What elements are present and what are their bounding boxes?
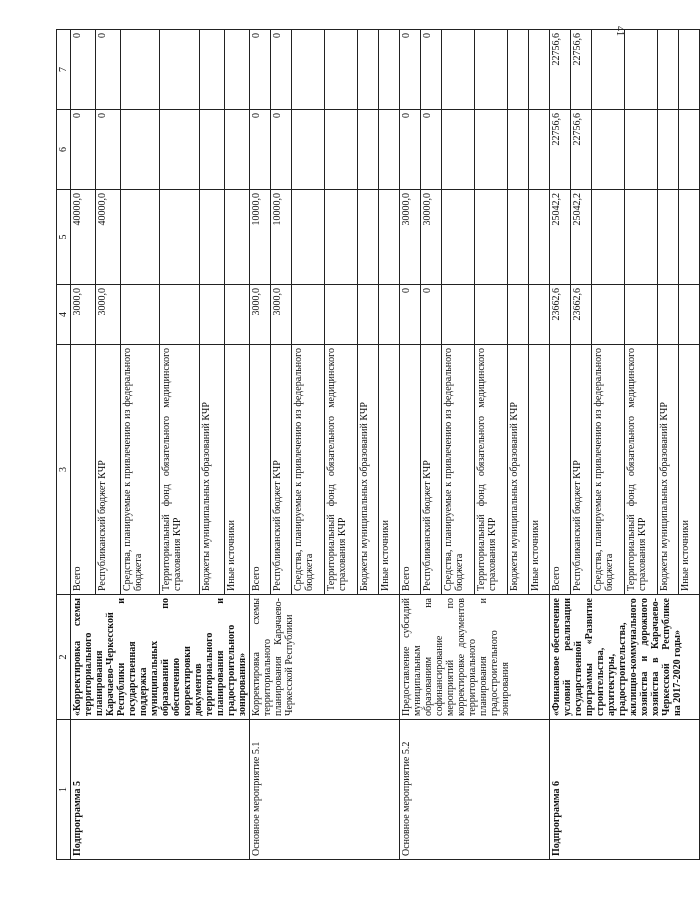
value-cell: 0 — [71, 110, 96, 190]
value-cell — [592, 190, 625, 285]
value-cell — [224, 190, 249, 285]
column-header: 5 — [57, 190, 71, 285]
value-cell: 0 — [421, 30, 442, 110]
funding-source: Всего — [400, 345, 421, 595]
value-cell — [199, 285, 224, 345]
block-description: Корректировка схемы территориального планирования Карачаево-Черкесской Республики — [250, 595, 400, 720]
funding-source: Всего — [550, 345, 571, 595]
column-header: 2 — [57, 595, 71, 720]
value-cell — [679, 190, 700, 285]
value-cell — [442, 110, 475, 190]
value-cell — [658, 110, 679, 190]
budget-table — [56, 29, 700, 860]
value-cell — [508, 30, 529, 110]
funding-source: Средства, планируемые к привлечению из федерального бюджета — [292, 345, 325, 595]
funding-source: Территориальный фонд обязательного медицинского страхования КЧР — [160, 345, 199, 595]
value-cell — [292, 190, 325, 285]
value-cell: 25042,2 — [571, 190, 592, 285]
value-cell — [358, 30, 379, 110]
value-cell — [358, 285, 379, 345]
value-cell: 0 — [421, 285, 442, 345]
table-row — [250, 30, 271, 860]
value-cell — [679, 285, 700, 345]
value-cell: 0 — [250, 110, 271, 190]
value-cell: 23662,6 — [550, 285, 571, 345]
value-cell: 3000,0 — [250, 285, 271, 345]
value-cell — [475, 110, 508, 190]
value-cell — [199, 30, 224, 110]
value-cell — [625, 190, 658, 285]
value-cell: 3000,0 — [71, 285, 96, 345]
table-row — [400, 30, 421, 860]
value-cell: 30000,0 — [400, 190, 421, 285]
column-header: 4 — [57, 285, 71, 345]
value-cell — [475, 30, 508, 110]
value-cell: 0 — [250, 30, 271, 110]
column-header: 7 — [57, 30, 71, 110]
value-cell: 3000,0 — [271, 285, 292, 345]
value-cell: 22756,6 — [550, 110, 571, 190]
block-description: «Корректировка схемы территориального планирования Карачаево-Черкесской Республики и государственная поддержка муниципальных образований по обеспечению корректировки документов территориального планирования и градостроительного зонирования» — [71, 595, 250, 720]
value-cell: 22756,6 — [550, 30, 571, 110]
value-cell — [592, 30, 625, 110]
funding-source: Бюджеты муниципальных образований КЧР — [358, 345, 379, 595]
value-cell — [121, 285, 160, 345]
value-cell — [224, 285, 249, 345]
funding-source: Средства, планируемые к привлечению из федерального бюджета — [121, 345, 160, 595]
value-cell — [679, 110, 700, 190]
funding-source: Территориальный фонд обязательного медицинского страхования КЧР — [325, 345, 358, 595]
funding-source: Республиканский бюджет КЧР — [571, 345, 592, 595]
value-cell — [292, 110, 325, 190]
column-header: 6 — [57, 110, 71, 190]
value-cell — [442, 190, 475, 285]
value-cell — [625, 285, 658, 345]
funding-source: Территориальный фонд обязательного медицинского страхования КЧР — [475, 345, 508, 595]
value-cell — [325, 30, 358, 110]
funding-source: Иные источники — [224, 345, 249, 595]
value-cell — [592, 110, 625, 190]
value-cell: 0 — [271, 30, 292, 110]
funding-source: Средства, планируемые к привлечению из федерального бюджета — [592, 345, 625, 595]
value-cell: 0 — [271, 110, 292, 190]
value-cell — [379, 285, 400, 345]
value-cell — [529, 110, 550, 190]
column-header: 3 — [57, 345, 71, 595]
value-cell — [379, 30, 400, 110]
value-cell — [475, 285, 508, 345]
header-row — [57, 30, 71, 860]
value-cell — [592, 285, 625, 345]
value-cell: 25042,2 — [550, 190, 571, 285]
value-cell — [160, 285, 199, 345]
value-cell — [379, 190, 400, 285]
block-description: «Финансовое обеспечение условий реализации государственной программы «Развитие строительства, архитектуры, градостроительства, жилищно-коммунального хозяйства и дорожного хозяйства в Карачаево-Черкесской Республике на 2017-2020 годы» — [550, 595, 700, 720]
value-cell: 0 — [400, 110, 421, 190]
value-cell — [292, 30, 325, 110]
value-cell — [325, 190, 358, 285]
funding-source: Республиканский бюджет КЧР — [271, 345, 292, 595]
value-cell — [292, 285, 325, 345]
value-cell — [160, 30, 199, 110]
value-cell — [442, 285, 475, 345]
value-cell — [658, 190, 679, 285]
page-number: 41 — [614, 26, 625, 36]
table-row — [550, 30, 571, 860]
block-label: Основное мероприятие 5.2 — [400, 720, 550, 860]
value-cell — [442, 30, 475, 110]
funding-source: Всего — [250, 345, 271, 595]
value-cell — [358, 110, 379, 190]
value-cell — [160, 110, 199, 190]
value-cell — [121, 110, 160, 190]
value-cell: 30000,0 — [421, 190, 442, 285]
value-cell — [475, 190, 508, 285]
value-cell — [658, 285, 679, 345]
value-cell — [358, 190, 379, 285]
value-cell — [658, 30, 679, 110]
funding-source: Бюджеты муниципальных образований КЧР — [658, 345, 679, 595]
table-body — [71, 30, 700, 860]
value-cell: 3000,0 — [96, 285, 121, 345]
value-cell — [508, 190, 529, 285]
value-cell: 10000,0 — [250, 190, 271, 285]
funding-source: Бюджеты муниципальных образований КЧР — [199, 345, 224, 595]
funding-source: Иные источники — [379, 345, 400, 595]
value-cell — [625, 30, 658, 110]
value-cell — [224, 30, 249, 110]
block-label: Подпрограмма 6 — [550, 720, 700, 860]
value-cell: 23662,6 — [571, 285, 592, 345]
value-cell — [508, 110, 529, 190]
block-label: Подпрограмма 5 — [71, 720, 250, 860]
value-cell — [121, 30, 160, 110]
value-cell: 0 — [96, 110, 121, 190]
funding-source: Территориальный фонд обязательного медицинского страхования КЧР — [625, 345, 658, 595]
block-description: Предоставление субсидий муниципальным образованиям на софинансирование мероприятий по корректировке документов территориального планирования и градостроительного зонирования — [400, 595, 550, 720]
value-cell: 0 — [400, 285, 421, 345]
value-cell: 0 — [421, 110, 442, 190]
value-cell: 0 — [96, 30, 121, 110]
value-cell: 40000,0 — [71, 190, 96, 285]
funding-source: Иные источники — [679, 345, 700, 595]
value-cell: 10000,0 — [271, 190, 292, 285]
funding-source: Республиканский бюджет КЧР — [96, 345, 121, 595]
value-cell: 0 — [400, 30, 421, 110]
value-cell — [529, 285, 550, 345]
table-row — [71, 30, 96, 860]
value-cell: 0 — [71, 30, 96, 110]
funding-source: Бюджеты муниципальных образований КЧР — [508, 345, 529, 595]
value-cell — [508, 285, 529, 345]
column-header: 1 — [57, 720, 71, 860]
funding-source: Всего — [71, 345, 96, 595]
value-cell — [379, 110, 400, 190]
value-cell — [199, 190, 224, 285]
value-cell — [529, 190, 550, 285]
funding-source: Республиканский бюджет КЧР — [421, 345, 442, 595]
value-cell: 22756,6 — [571, 110, 592, 190]
value-cell — [160, 190, 199, 285]
value-cell — [325, 285, 358, 345]
value-cell: 40000,0 — [96, 190, 121, 285]
funding-source: Средства, планируемые к привлечению из федерального бюджета — [442, 345, 475, 595]
value-cell — [121, 190, 160, 285]
value-cell — [325, 110, 358, 190]
value-cell — [625, 110, 658, 190]
value-cell — [679, 30, 700, 110]
value-cell — [529, 30, 550, 110]
block-label: Основное мероприятие 5.1 — [250, 720, 400, 860]
funding-source: Иные источники — [529, 345, 550, 595]
value-cell — [199, 110, 224, 190]
value-cell: 22756,6 — [571, 30, 592, 110]
value-cell — [224, 110, 249, 190]
